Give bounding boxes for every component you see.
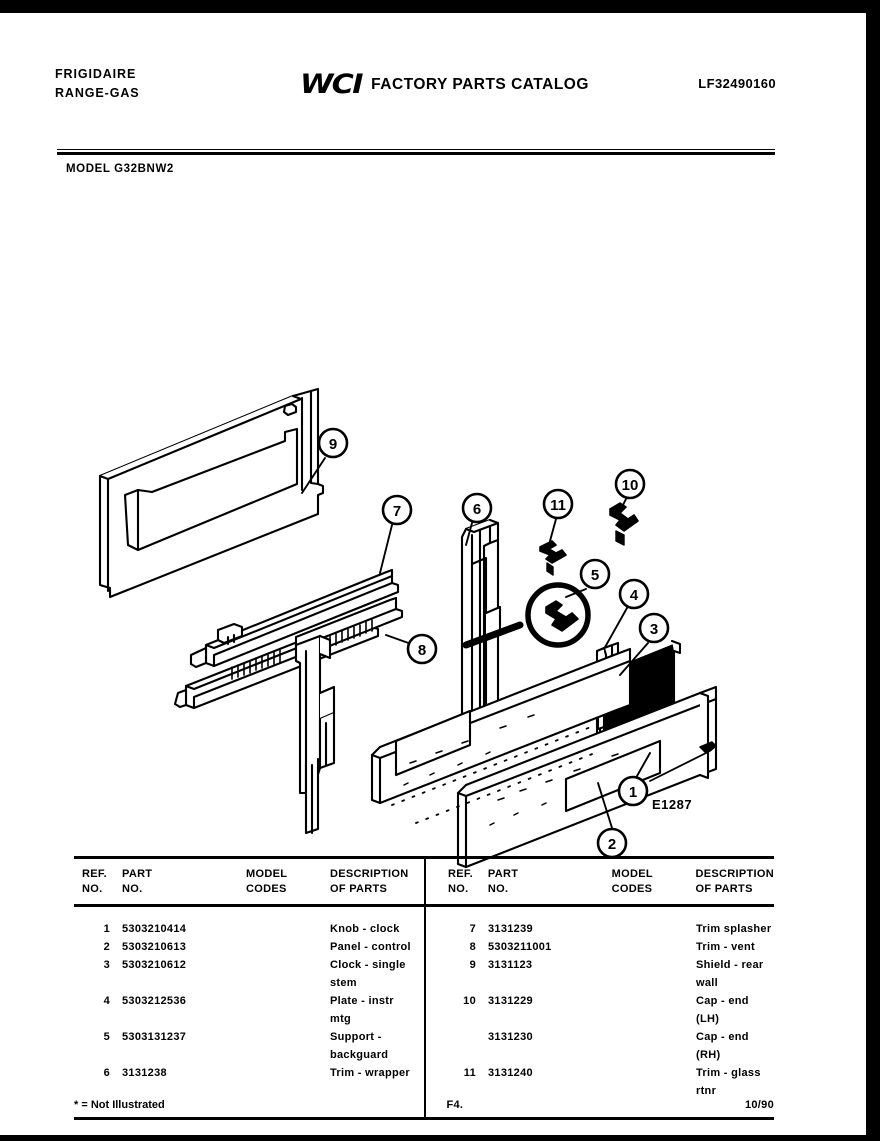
cell-part-no: 5303211001: [488, 941, 552, 954]
callout-2: [598, 829, 626, 857]
svg-text:11: 11: [550, 497, 566, 514]
header-model-codes-r: MODEL: [611, 868, 653, 880]
cell-part-no: 5303210414: [122, 923, 187, 936]
catalog-number: LF32490160: [698, 76, 776, 91]
table-row: [74, 1029, 412, 1065]
header-model-codes: MODEL: [246, 868, 288, 880]
scan-edge-bottom: [0, 1135, 880, 1141]
callout-4: [620, 580, 648, 608]
table-rows-band: [74, 907, 774, 1116]
table-bottom-rule: [74, 1117, 774, 1120]
table-row: [74, 993, 412, 1029]
scan-edge-right: [866, 0, 880, 1141]
header-ref-no: REF.: [82, 868, 108, 880]
brand-block: [55, 65, 140, 104]
table-row: [440, 921, 774, 939]
callout-6: [463, 494, 491, 522]
cell-model-codes: [604, 1029, 686, 1065]
header-part-no: PART: [122, 868, 153, 880]
cell-part-no: 5303210612: [122, 959, 187, 972]
header-description: DESCRIPTION: [330, 868, 409, 880]
wci-logo: WCI: [300, 69, 362, 100]
svg-text:9: 9: [328, 436, 338, 453]
cell-part-no: 5303210613: [122, 941, 187, 954]
table-row: [74, 921, 412, 939]
svg-text:3: 3: [649, 621, 659, 638]
header-model-codes-2-r: CODES: [611, 883, 653, 896]
cell-model-codes: [238, 921, 320, 939]
table-rows-left: [74, 907, 412, 1098]
callout-10: [616, 470, 644, 498]
brand-name: FRIGIDAIRE: [55, 67, 137, 81]
cell-model-codes: [238, 939, 320, 957]
svg-text:5: 5: [590, 567, 600, 584]
table-row: [440, 1065, 774, 1101]
header-description-2-r: OF PARTS: [695, 883, 753, 896]
cell-description: Cap - end (RH): [696, 1030, 749, 1061]
cell-model-codes: [604, 939, 686, 957]
cell-ref-no: 6: [103, 1066, 110, 1079]
header-description-2: OF PARTS: [330, 883, 388, 896]
part-cap-end: [610, 503, 638, 545]
cell-description: Support - backguard: [330, 1030, 389, 1061]
cell-description: Trim splasher: [696, 923, 772, 936]
cell-model-codes: [238, 1029, 320, 1065]
cell-ref-no: 9: [469, 959, 476, 972]
table-header-left: [74, 859, 412, 904]
header-part-no-2-r: NO.: [487, 883, 509, 896]
cell-model-codes: [238, 957, 320, 993]
cell-description: Trim - vent: [696, 941, 755, 954]
table-row: [440, 993, 774, 1029]
header-model-codes-2: CODES: [246, 883, 287, 896]
cell-part-no: 5303131237: [122, 1030, 187, 1043]
table-row: [440, 939, 774, 957]
table-row: [74, 939, 412, 957]
callout-1: [619, 777, 647, 805]
cell-ref-no: 4: [103, 995, 110, 1008]
svg-text:8: 8: [417, 642, 427, 659]
callout-5: [581, 560, 609, 588]
callout-8: [408, 635, 436, 663]
cell-ref-no: 10: [463, 995, 476, 1008]
cell-part-no: 3131123: [488, 959, 533, 972]
cell-part-no: 3131239: [488, 923, 533, 936]
table-header-right: [440, 859, 774, 904]
figure-code: E1287: [652, 797, 693, 812]
cell-part-no: 5303212536: [122, 995, 187, 1008]
part-trim-glass-retainer: [540, 541, 566, 575]
cell-part-no: 3131238: [122, 1066, 167, 1079]
header-description-r: DESCRIPTION: [695, 868, 774, 880]
svg-text:6: 6: [472, 501, 482, 518]
part-trim-wrapper-right: [462, 520, 500, 727]
parts-table: [74, 856, 774, 1120]
cell-description: Panel - control: [330, 941, 411, 954]
catalog-title-block: [300, 71, 589, 98]
cell-description: Trim - glass rtnr: [696, 1066, 761, 1097]
callout-9: [319, 429, 347, 457]
part-trim-wrapper-left: [296, 636, 334, 833]
header-ref-no-2-r: NO.: [448, 883, 469, 896]
cell-description: Shield - rear wall: [696, 959, 764, 990]
page-number: F4.: [446, 1099, 464, 1111]
catalog-title-text: FACTORY PARTS CATALOG: [371, 75, 589, 93]
cell-part-no: 3131230: [488, 1030, 533, 1043]
cell-ref-no: 5: [103, 1030, 110, 1043]
cell-part-no: 3131229: [488, 995, 533, 1008]
cell-ref-no: 8: [469, 941, 476, 954]
cell-part-no: 3131240: [488, 1066, 533, 1079]
footnote-not-illustrated: * = Not Illustrated: [74, 1099, 165, 1111]
header-part-no-r: PART: [487, 868, 519, 880]
cell-description: Cap - end (LH): [696, 995, 749, 1025]
cell-description: Trim - wrapper: [330, 1066, 410, 1079]
cell-ref-no: 11: [463, 1066, 476, 1079]
cell-ref-no: 7: [469, 923, 476, 936]
cell-description: Knob - clock: [330, 923, 400, 936]
cell-model-codes: [238, 993, 320, 1029]
cell-ref-no: 1: [103, 923, 110, 936]
part-shield-rear-wall: [100, 389, 323, 597]
header-ref-no-2: NO.: [82, 883, 103, 896]
header-divider: [57, 149, 775, 155]
cell-model-codes: [238, 1065, 320, 1083]
svg-text:4: 4: [629, 587, 639, 604]
cell-model-codes: [604, 921, 686, 939]
cell-description: Clock - single stem: [330, 959, 406, 990]
table-row: [74, 957, 412, 993]
callout-7: [383, 496, 411, 524]
svg-text:7: 7: [392, 503, 402, 520]
header-ref-no-r: REF.: [448, 868, 474, 880]
page-sheet: [0, 13, 866, 1135]
svg-text:10: 10: [621, 477, 639, 494]
product-category: RANGE-GAS: [55, 86, 140, 101]
cell-ref-no: 2: [103, 941, 110, 954]
header-part-no-2: NO.: [122, 883, 143, 896]
cell-model-codes: [604, 957, 686, 993]
scan-edge-top: [0, 0, 880, 13]
table-row: [74, 1065, 412, 1083]
cell-ref-no: [440, 1029, 486, 1065]
table-row: [440, 957, 774, 993]
cell-model-codes: [604, 993, 686, 1029]
cell-ref-no: 3: [103, 959, 110, 972]
table-header-band: [74, 859, 774, 904]
callout-11: [544, 490, 572, 518]
revision-date: 10/90: [744, 1099, 774, 1111]
cell-description: Plate - instr mtg: [330, 995, 394, 1025]
page-footer: [74, 1099, 774, 1111]
model-label: MODEL G32BNW2: [66, 163, 174, 175]
svg-text:1: 1: [628, 784, 638, 801]
table-rows-right: [440, 907, 774, 1116]
callout-3: [640, 614, 668, 642]
cell-model-codes: [604, 1065, 686, 1101]
svg-text:2: 2: [607, 836, 617, 853]
table-row: [440, 1029, 774, 1065]
